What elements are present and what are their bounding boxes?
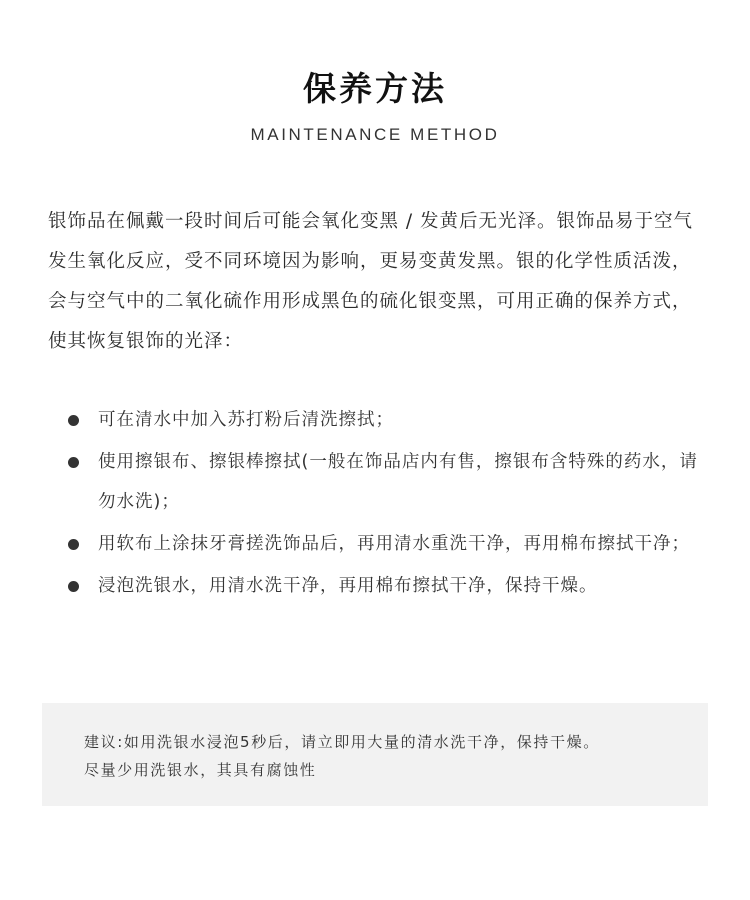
method-text: 使用擦银布、擦银棒擦拭(一般在饰品店内有售，擦银布含特殊的药水，请勿水洗)；: [98, 452, 698, 512]
method-text: 浸泡洗银水，用清水洗干净，再用棉布擦拭干净，保持干燥。: [98, 576, 598, 596]
bullet-dot-icon: [68, 539, 79, 550]
suggestion-note-box: [42, 703, 708, 806]
suggestion-line-2: 尽量少用洗银水，其具有腐蚀性: [84, 761, 317, 779]
suggestion-line-1: 建议:如用洗银水浸泡5秒后，请立即用大量的清水洗干净，保持干燥。: [84, 733, 600, 751]
bullet-dot-icon: [68, 415, 79, 426]
method-text: 用软布上涂抹牙膏搓洗饰品后，再用清水重洗干净，再用棉布擦拭干净；: [98, 534, 690, 554]
method-item-1: [60, 400, 700, 440]
intro-paragraph: 银饰品在佩戴一段时间后可能会氧化变黑 / 发黄后无光泽。银饰品易于空气发生氧化反应，受不同环境因为影响，更易变黄发黑。银的化学性质活泼，会与空气中的二氧化硫作用形成黑色的硫化银变黑，可用正确的保养方式，使其恢复银饰的光泽：: [48, 211, 693, 352]
page-subtitle: MAINTENANCE METHOD: [250, 125, 500, 144]
bullet-dot-icon: [68, 581, 79, 592]
method-text: 可在清水中加入苏打粉后清洗擦拭；: [98, 410, 394, 430]
page-title: 保养方法: [303, 69, 447, 108]
method-item-4: [60, 566, 700, 606]
maintenance-method-list: [60, 400, 700, 608]
method-item-2: [60, 442, 700, 522]
method-item-3: [60, 524, 700, 564]
bullet-dot-icon: [68, 457, 79, 468]
